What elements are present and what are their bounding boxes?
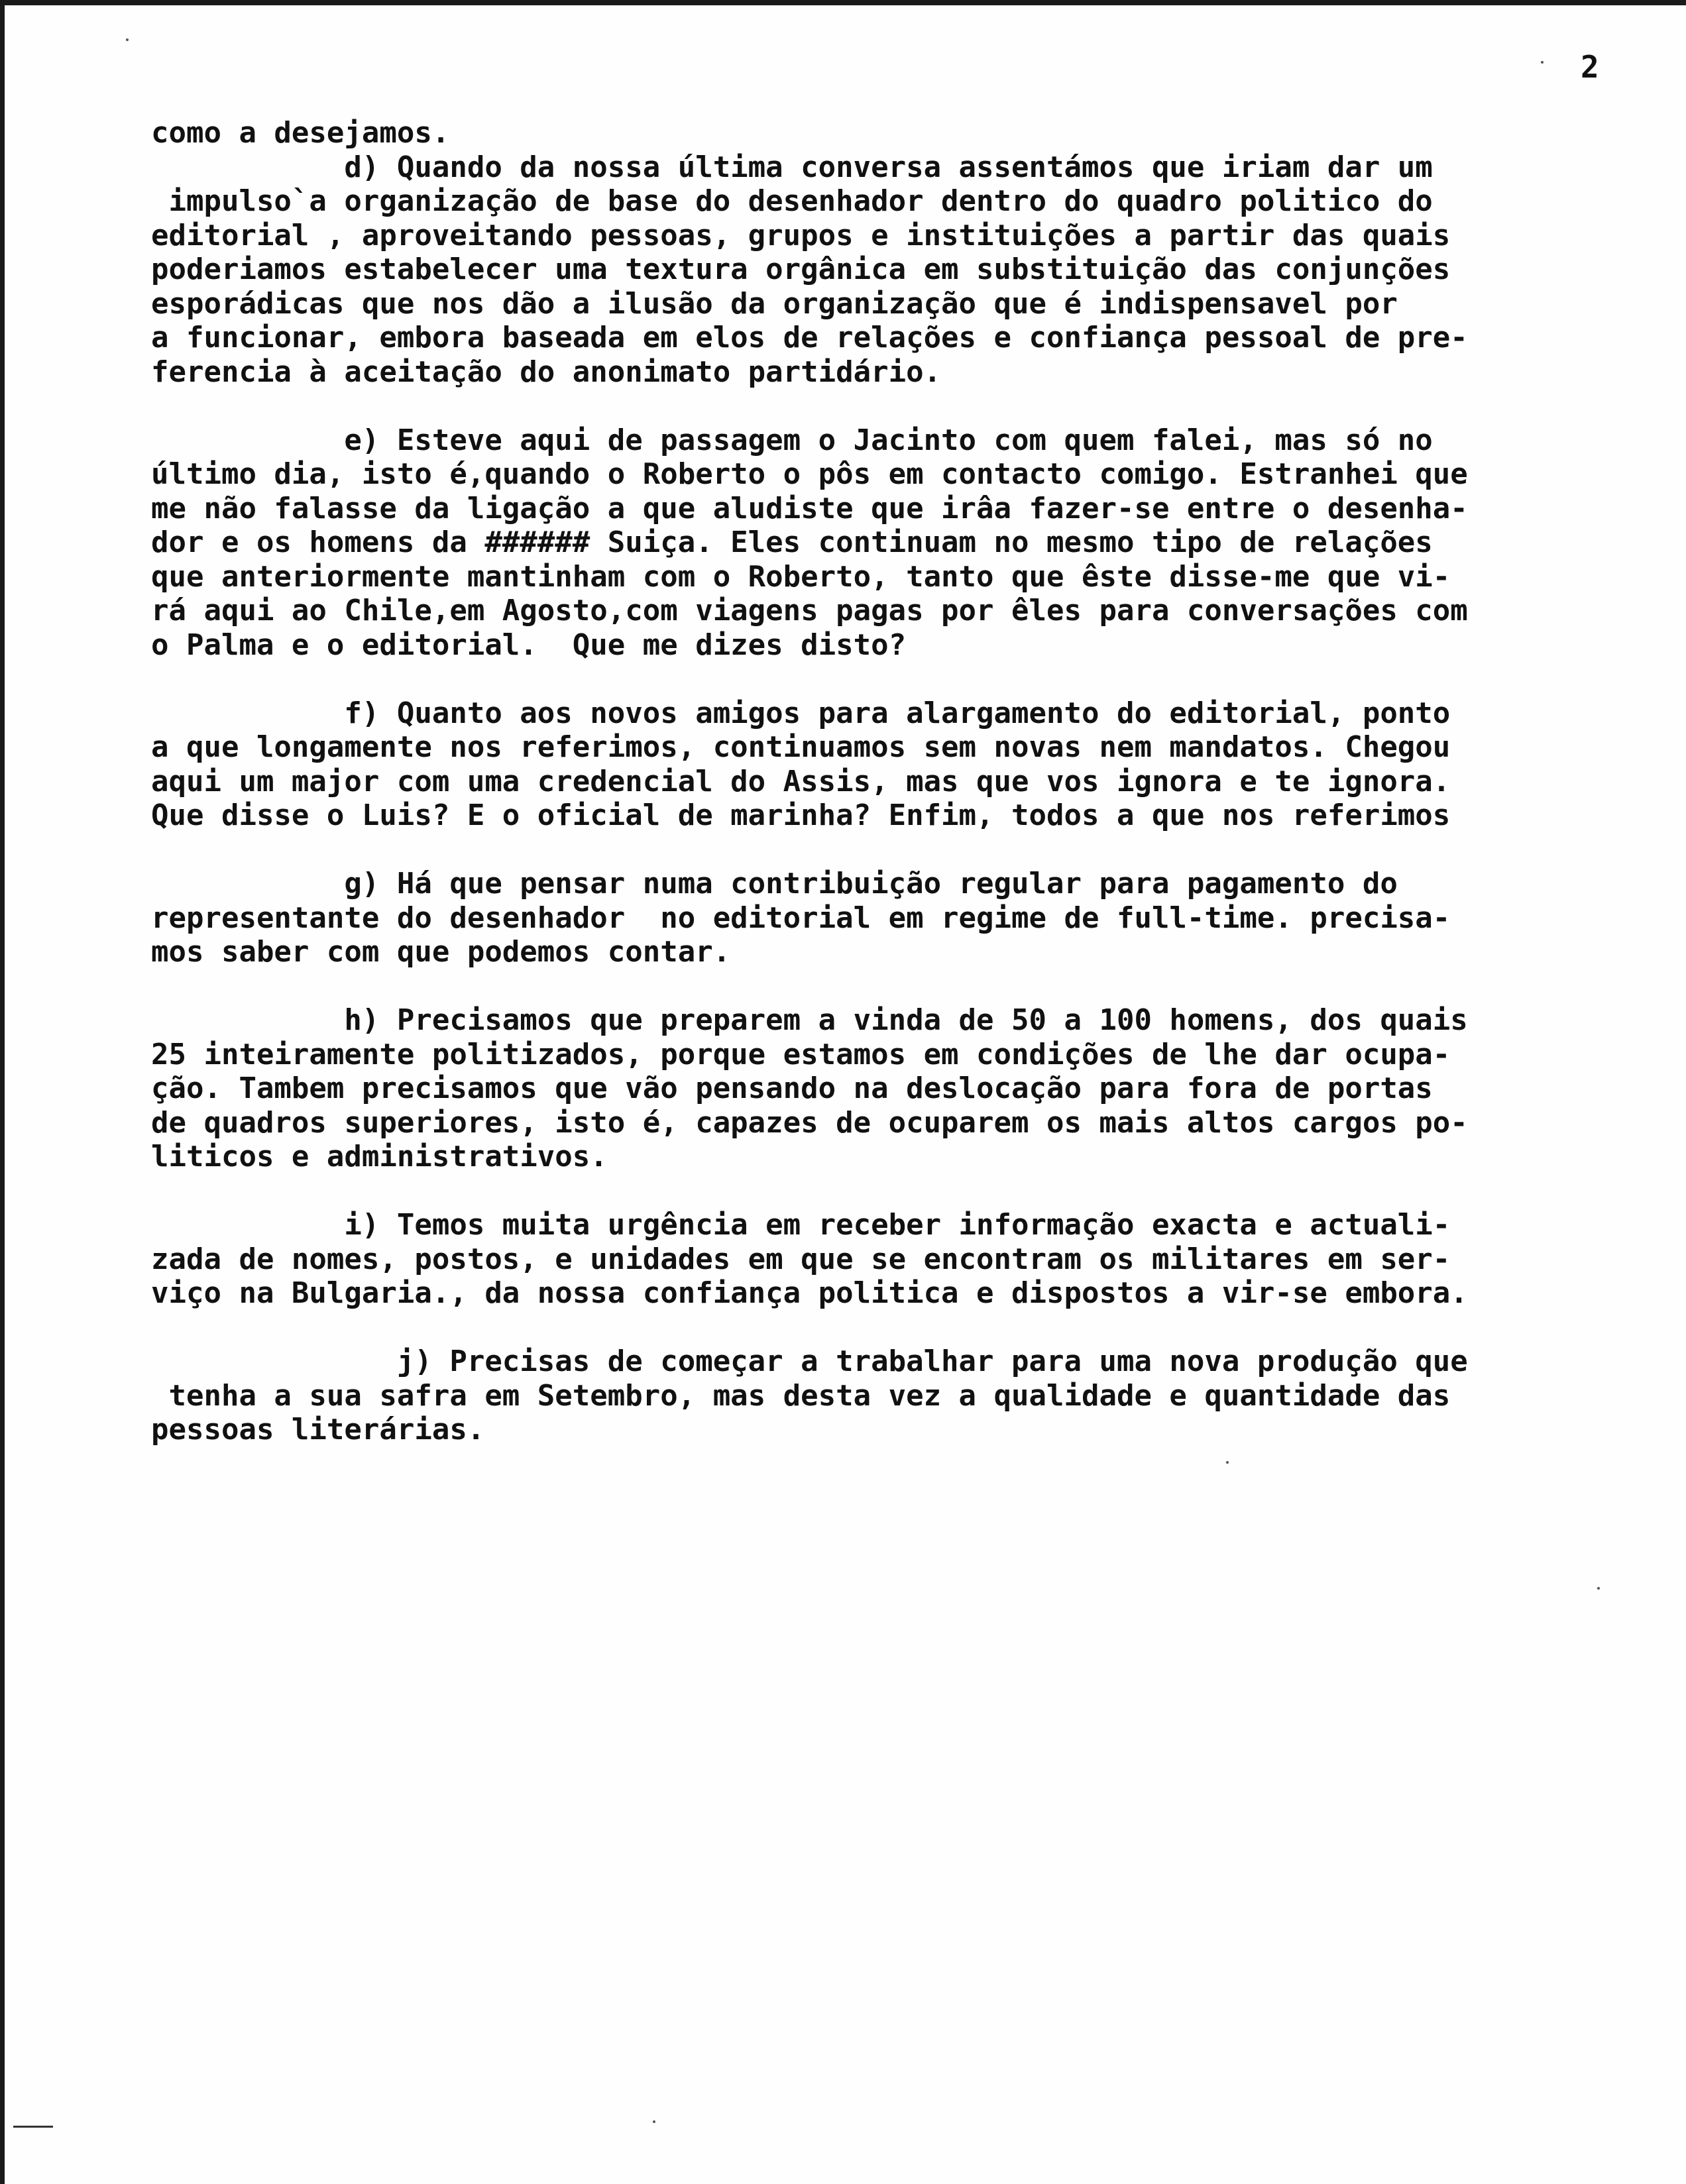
text-line: g) Há que pensar numa contribuição regular para pagamento do (151, 867, 1398, 901)
text-line: esporádicas que nos dão a ilusão da organização que é indispensavel por (151, 286, 1398, 321)
text-line: h) Precisamos que preparem a vinda de 50 a 100 homens, dos quais (151, 1003, 1468, 1037)
text-line: pessoas literárias. (151, 1413, 485, 1447)
paragraph-gap (151, 662, 1649, 696)
text-line: me não falasse da ligação a que aludiste que irâa fazer-se entre o desenha- (151, 491, 1468, 525)
page-number: 2 (1581, 49, 1601, 85)
paragraph-gap (151, 969, 1649, 1004)
text-line: liticos e administrativos. (151, 1140, 608, 1174)
text-line: d) Quando da nossa última conversa assentámos que iriam dar um (151, 150, 1433, 184)
bottom-left-mark (13, 2126, 53, 2128)
text-line: impulso`a organização de base do desenhador dentro do quadro politico do (151, 184, 1433, 218)
scan-speck (1226, 1461, 1229, 1464)
text-line: a que longamente nos referimos, continuamos sem novas nem mandatos. Chegou (151, 730, 1451, 764)
scan-speck (1597, 1587, 1600, 1590)
text-line: j) Precisas de começar a trabalhar para uma nova produção que (151, 1344, 1468, 1378)
text-line: zada de nomes, postos, e unidades em que se encontram os militares em ser- (151, 1242, 1451, 1276)
scan-speck (1541, 61, 1544, 64)
paragraph-gap (151, 1311, 1649, 1345)
letter-body (151, 116, 1649, 1447)
paragraph-gap (151, 389, 1649, 423)
text-line: ferencia à aceitação do anonimato partidário. (151, 355, 942, 389)
paragraph-gap (151, 1174, 1649, 1209)
text-line: representante do desenhador no editorial em regime de full-time. precisa- (151, 901, 1451, 935)
text-line: rá aqui ao Chile,em Agosto,com viagens pagas por êles para conversações com (151, 594, 1468, 628)
text-line: Que disse o Luis? E o oficial de marinha? Enfim, todos a que nos referimos (151, 798, 1451, 832)
text-line: como a desejamos. (151, 116, 450, 150)
text-line: 25 inteiramente politizados, porque estamos em condições de lhe dar ocupa- (151, 1037, 1451, 1071)
text-line: e) Esteve aqui de passagem o Jacinto com quem falei, mas só no (151, 423, 1433, 457)
text-line: a funcionar, embora baseada em elos de relações e confiança pessoal de pre- (151, 321, 1468, 355)
page-left-edge (0, 0, 5, 2184)
text-line: editorial , aproveitando pessoas, grupos e instituições a partir das quais (151, 218, 1451, 252)
scan-speck (653, 2120, 655, 2123)
text-line: dor e os homens da ###### Suiça. Eles continuam no mesmo tipo de relações (151, 525, 1433, 559)
text-line: de quadros superiores, isto é, capazes de ocuparem os mais altos cargos po- (151, 1105, 1468, 1140)
text-line: último dia, isto é,quando o Roberto o pôs em contacto comigo. Estranhei que (151, 457, 1468, 491)
text-line: tenha a sua safra em Setembro, mas desta vez a qualidade e quantidade das (151, 1378, 1451, 1413)
text-line: ção. Tambem precisamos que vão pensando na deslocação para fora de portas (151, 1071, 1433, 1105)
text-line: o Palma e o editorial. Que me dizes disto? (151, 628, 907, 662)
text-line: viço na Bulgaria., da nossa confiança politica e dispostos a vir-se embora. (151, 1276, 1468, 1310)
page-top-edge (0, 0, 1686, 5)
text-line: poderiamos estabelecer uma textura orgânica em substituição das conjunções (151, 252, 1451, 286)
scan-speck (126, 38, 129, 41)
text-line: aqui um major com uma credencial do Assis, mas que vos ignora e te ignora. (151, 764, 1451, 798)
text-line: mos saber com que podemos contar. (151, 935, 731, 969)
text-line: f) Quanto aos novos amigos para alargamento do editorial, ponto (151, 696, 1451, 730)
text-line: que anteriormente mantinham com o Roberto, tanto que êste disse-me que vi- (151, 559, 1451, 594)
paragraph-gap (151, 833, 1649, 867)
text-line: i) Temos muita urgência em receber informação exacta e actuali- (151, 1208, 1451, 1242)
